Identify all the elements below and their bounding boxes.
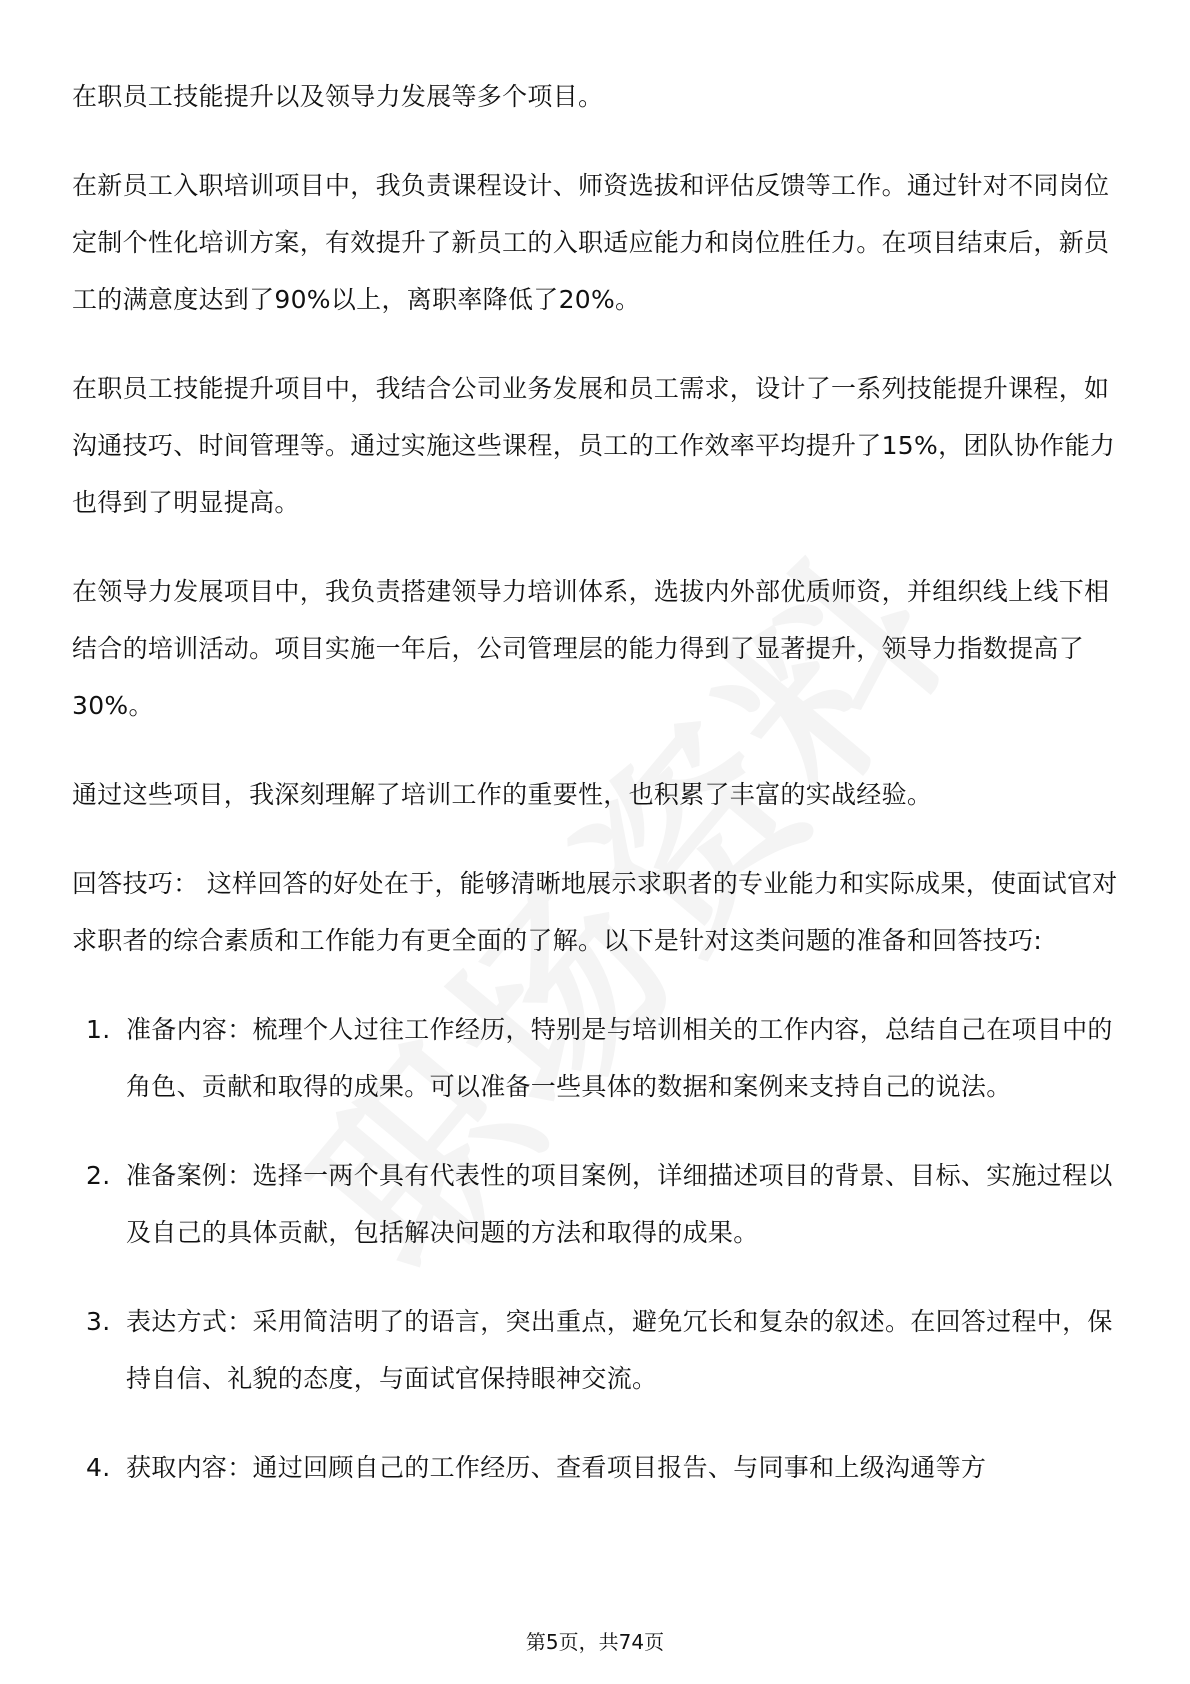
list-item <box>72 1293 1122 1407</box>
list-number: 4. <box>86 1453 111 1482</box>
list-item <box>72 1439 1122 1496</box>
list-number: 2. <box>86 1161 111 1190</box>
list-item <box>72 1001 1122 1115</box>
list-item-text: 表达方式：采用简洁明了的语言，突出重点，避免冗长和复杂的叙述。在回答过程中，保持自信、礼貌的态度，与面试官保持眼神交流。 <box>126 1307 1113 1393</box>
list-number: 1. <box>86 1015 111 1044</box>
tips-list <box>72 1001 1122 1496</box>
list-number: 3. <box>86 1307 111 1336</box>
paragraph: 在领导力发展项目中，我负责搭建领导力培训体系，选拔内外部优质师资，并组织线上线下相结合的培训活动。项目实施一年后，公司管理层的能力得到了显著提升，领导力指数提高了30%。 <box>72 577 1110 720</box>
list-item-text: 获取内容：通过回顾自己的工作经历、查看项目报告、与同事和上级沟通等方 <box>126 1453 987 1482</box>
page-number-footer: 第5页，共74页 <box>525 1630 665 1654</box>
list-item-text: 准备案例：选择一两个具有代表性的项目案例，详细描述项目的背景、目标、实施过程以及自己的具体贡献，包括解决问题的方法和取得的成果。 <box>126 1161 1113 1247</box>
page-body <box>72 68 1122 1528</box>
paragraph: 通过这些项目，我深刻理解了培训工作的重要性，也积累了丰富的实战经验。 <box>72 780 933 809</box>
list-item <box>72 1147 1122 1261</box>
paragraph-answer-tips: 回答技巧： 这样回答的好处在于，能够清晰地展示求职者的专业能力和实际成果，使面试官对求职者的综合素质和工作能力有更全面的了解。以下是针对这类问题的准备和回答技巧: <box>72 869 1118 955</box>
paragraph: 在职员工技能提升项目中，我结合公司业务发展和员工需求，设计了一系列技能提升课程，如沟通技巧、时间管理等。通过实施这些课程，员工的工作效率平均提升了15%，团队协作能力也得到了明显提高。 <box>72 374 1116 517</box>
paragraph: 在新员工入职培训项目中，我负责课程设计、师资选拔和评估反馈等工作。通过针对不同岗位定制个性化培训方案，有效提升了新员工的入职适应能力和岗位胜任力。在项目结束后，新员工的满意度达到了90%以上，离职率降低了20%。 <box>72 171 1110 314</box>
list-item-text: 准备内容：梳理个人过往工作经历，特别是与培训相关的工作内容，总结自己在项目中的角色、贡献和取得的成果。可以准备一些具体的数据和案例来支持自己的说法。 <box>126 1015 1113 1101</box>
paragraph: 在职员工技能提升以及领导力发展等多个项目。 <box>72 82 604 111</box>
